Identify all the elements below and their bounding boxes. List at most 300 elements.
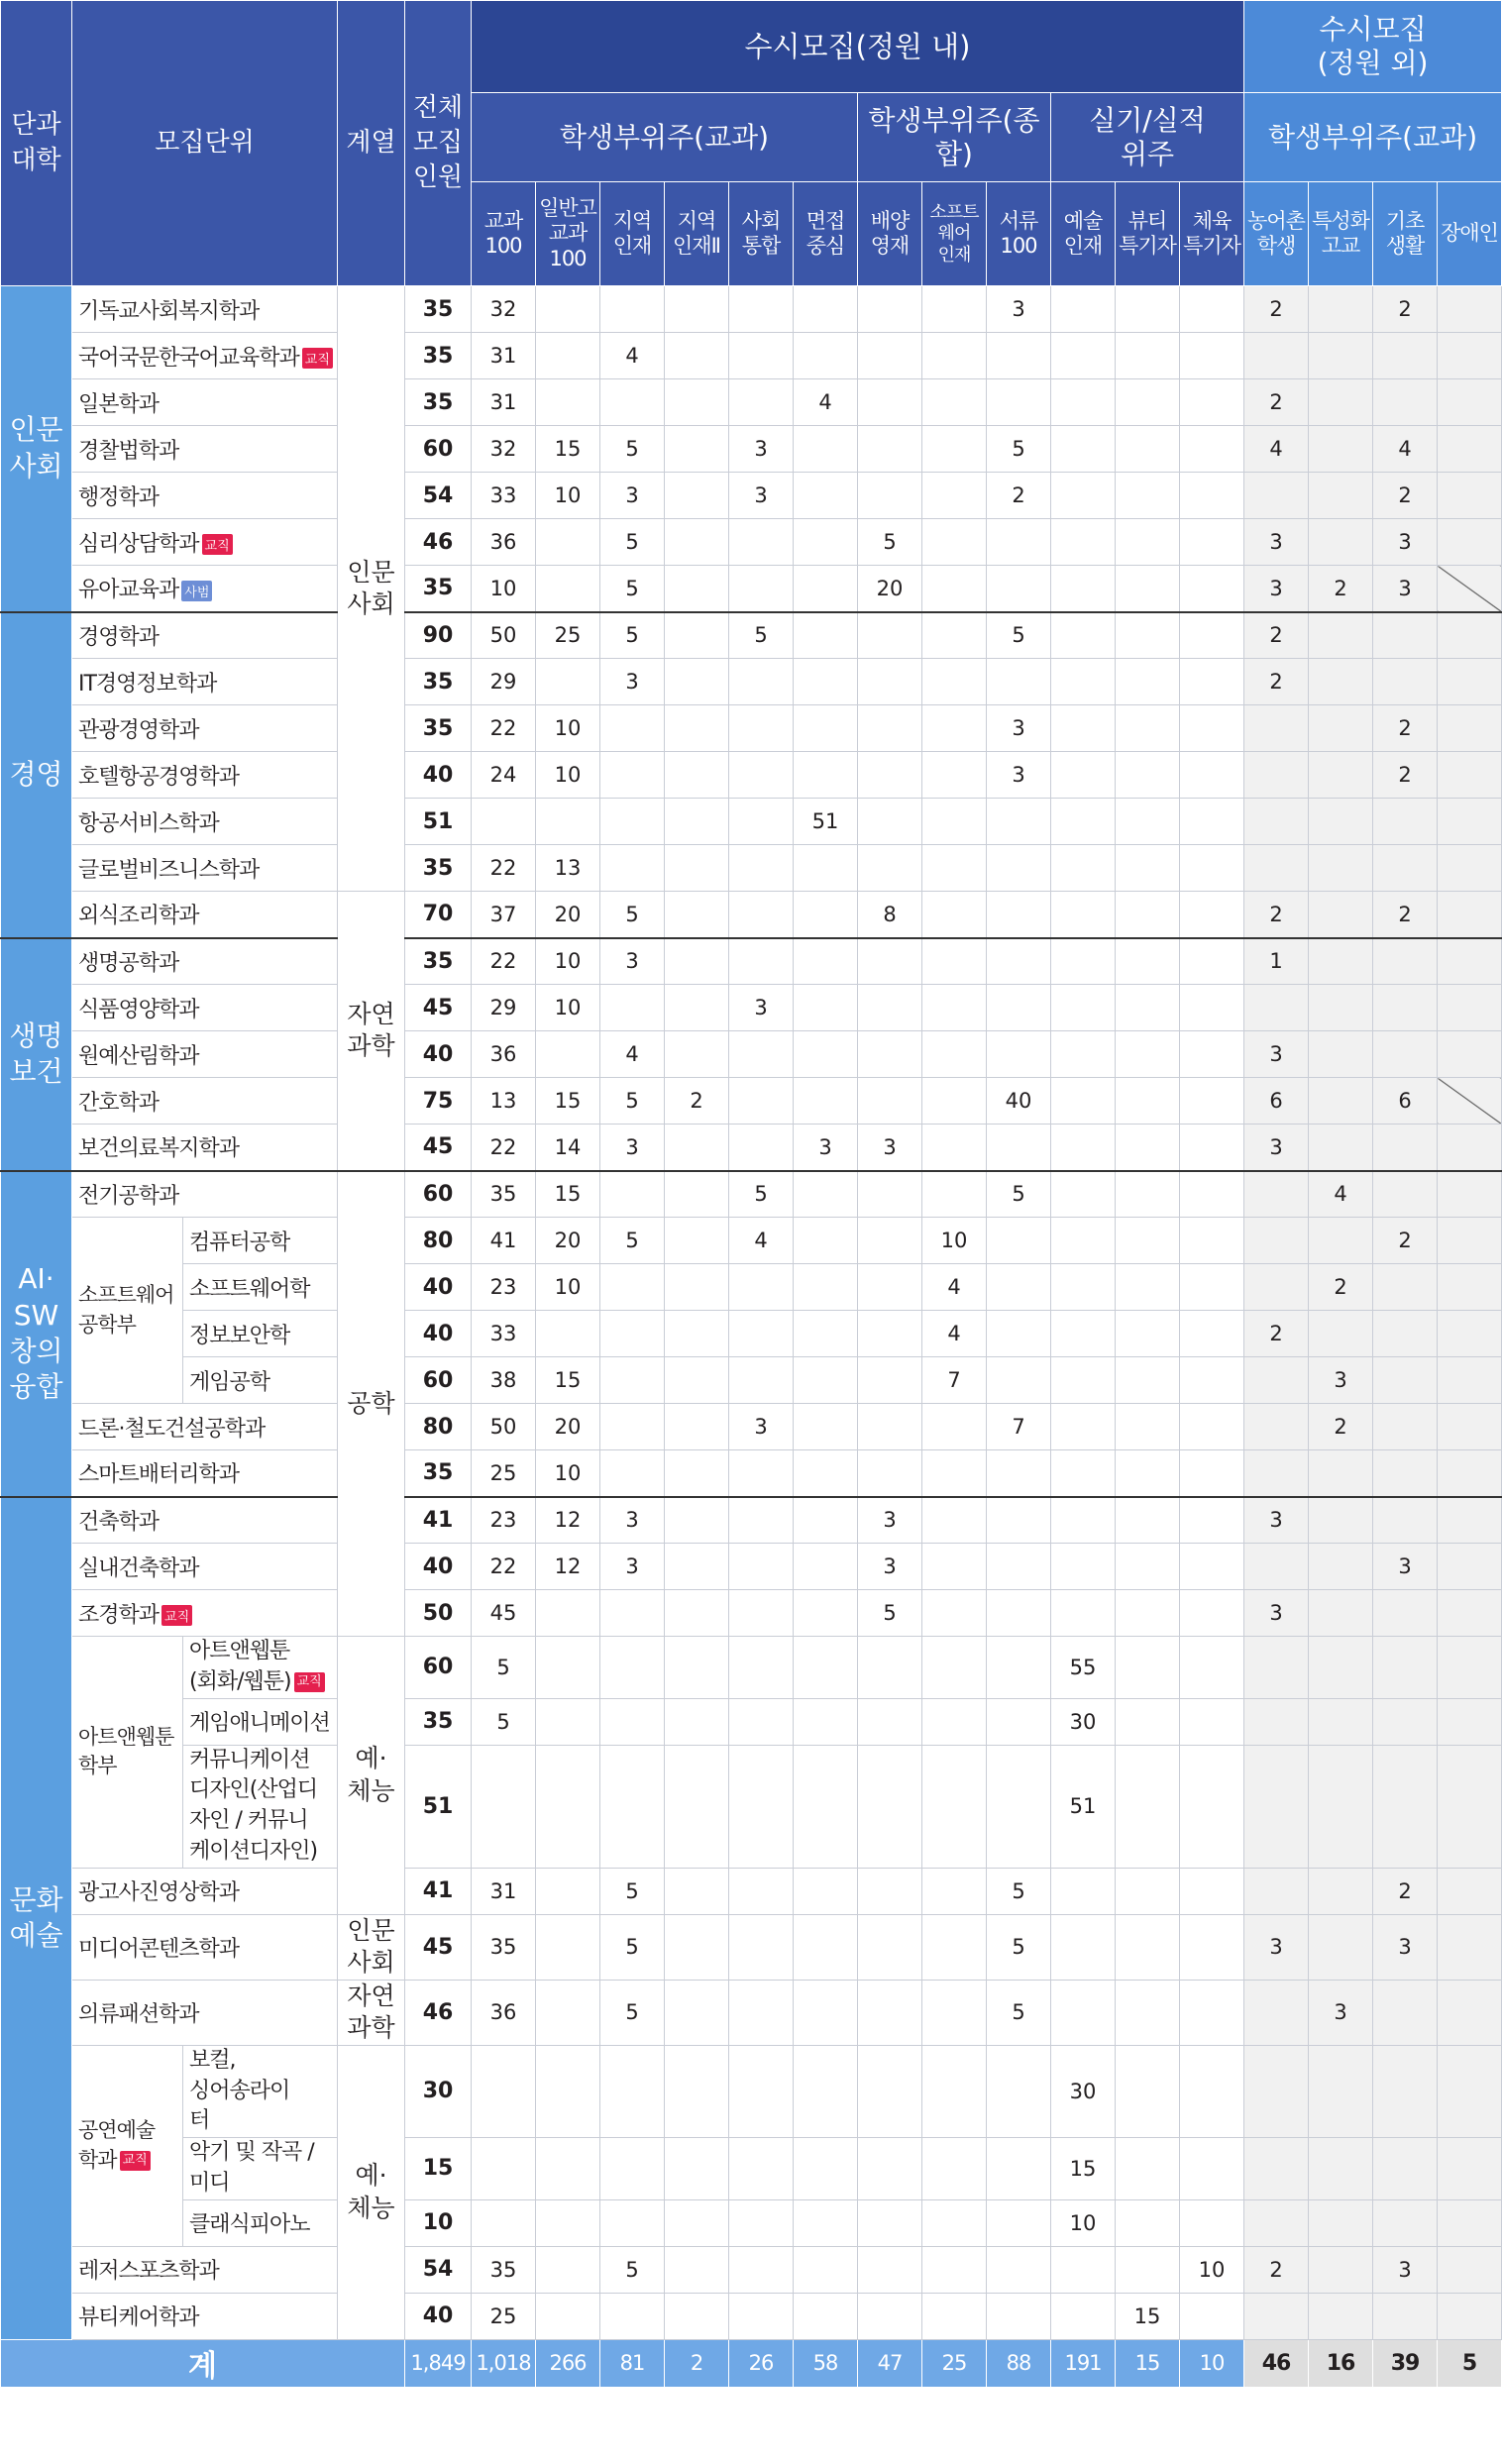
- quota-cell: [1309, 426, 1373, 473]
- quota-cell: [536, 1031, 600, 1078]
- quota-cell: [987, 1637, 1051, 1699]
- quota-cell: [665, 1497, 729, 1544]
- quota-cell: [1373, 1745, 1438, 1868]
- quota-cell: 5: [987, 426, 1051, 473]
- quota-cell: [1244, 1745, 1309, 1868]
- total-quota: 35: [405, 333, 472, 379]
- quota-cell: [922, 1497, 987, 1544]
- quota-cell: [665, 2045, 729, 2137]
- unit-name-text: 정보보안학: [189, 1323, 290, 1348]
- quota-cell: [858, 1078, 922, 1125]
- table-row: [1, 2199, 1502, 2246]
- college-cell: 문화 예술: [1, 1497, 72, 2340]
- table-row: [1, 1264, 1502, 1311]
- quota-cell: 22: [472, 1125, 536, 1171]
- quota-cell: [1438, 379, 1502, 426]
- quota-cell: [858, 612, 922, 659]
- quota-cell: 36: [472, 1031, 536, 1078]
- quota-cell: 5: [600, 519, 665, 566]
- teacher-badge: 교직: [120, 2151, 151, 2171]
- quota-cell: [1051, 659, 1116, 705]
- unit-name: [72, 938, 338, 985]
- quota-cell: [987, 333, 1051, 379]
- quota-cell: [665, 1171, 729, 1218]
- unit-name-text: 조경학과: [78, 1602, 160, 1628]
- teacher-badge: 교직: [202, 534, 233, 555]
- quota-cell: [1180, 566, 1244, 612]
- quota-cell: 36: [472, 1980, 536, 2045]
- quota-cell: [1051, 1868, 1116, 1914]
- quota-cell: 2: [1373, 1868, 1438, 1914]
- quota-cell: [794, 1264, 858, 1311]
- quota-cell: [472, 2199, 536, 2246]
- unit-name: [72, 705, 338, 752]
- quota-cell: 25: [536, 612, 600, 659]
- quota-cell: [1180, 1590, 1244, 1637]
- quota-cell: [1116, 1590, 1180, 1637]
- quota-cell: 15: [536, 426, 600, 473]
- quota-cell: 3: [1373, 1544, 1438, 1590]
- unit-name: [72, 2293, 338, 2339]
- quota-cell: [1116, 1171, 1180, 1218]
- quota-cell: [665, 938, 729, 985]
- total-quota: 54: [405, 2246, 472, 2293]
- quota-cell: 12: [536, 1497, 600, 1544]
- quota-cell: [1309, 1544, 1373, 1590]
- quota-cell: [665, 1868, 729, 1914]
- quota-cell: [600, 845, 665, 892]
- quota-cell: [665, 566, 729, 612]
- quota-cell: [987, 1450, 1051, 1497]
- quota-cell: 4: [794, 379, 858, 426]
- quota-cell: 5: [858, 1590, 922, 1637]
- quota-cell: [922, 845, 987, 892]
- quota-cell: [1309, 1031, 1373, 1078]
- totals-cell: 5: [1438, 2339, 1502, 2387]
- unit-name-text: 광고사진영상학과: [78, 1880, 240, 1906]
- series-cell: 예· 체능: [338, 1637, 405, 1915]
- table-row: [1, 1311, 1502, 1357]
- quota-cell: [922, 1868, 987, 1914]
- quota-cell: [1309, 1311, 1373, 1357]
- quota-cell: 5: [987, 1171, 1051, 1218]
- quota-cell: [1180, 1637, 1244, 1699]
- table-row: [1, 2246, 1502, 2293]
- quota-cell: [1180, 1264, 1244, 1311]
- quota-cell: [1244, 473, 1309, 519]
- quota-cell: [1373, 1264, 1438, 1311]
- quota-cell: [729, 845, 794, 892]
- quota-cell: [794, 473, 858, 519]
- quota-cell: [794, 1078, 858, 1125]
- table-row: [1, 333, 1502, 379]
- quota-cell: [1116, 1357, 1180, 1404]
- quota-cell: [536, 1914, 600, 1980]
- quota-cell: [794, 426, 858, 473]
- quota-cell: [1438, 985, 1502, 1031]
- quota-cell: 5: [858, 519, 922, 566]
- quota-cell: [1116, 2045, 1180, 2137]
- quota-cell: [600, 1171, 665, 1218]
- quota-cell: [987, 566, 1051, 612]
- header-col-s9: 서류 100: [987, 182, 1051, 286]
- quota-cell: [1244, 799, 1309, 845]
- quota-cell: [1309, 1868, 1373, 1914]
- quota-cell: [1244, 2045, 1309, 2137]
- quota-cell: 38: [472, 1357, 536, 1404]
- unit-name: [183, 1218, 338, 1264]
- quota-cell: [665, 1218, 729, 1264]
- quota-cell: 31: [472, 379, 536, 426]
- quota-cell: [1438, 2199, 1502, 2246]
- quota-cell: [922, 1637, 987, 1699]
- quota-cell: [858, 473, 922, 519]
- quota-cell: [1051, 705, 1116, 752]
- totals-all: 1,849: [405, 2339, 472, 2387]
- unit-name-text: 항공서비스학과: [78, 810, 219, 836]
- totals-cell: 266: [536, 2339, 600, 2387]
- table-row: [1, 1544, 1502, 1590]
- quota-cell: 10: [536, 985, 600, 1031]
- quota-cell: [794, 286, 858, 333]
- table-row: [1, 1078, 1502, 1125]
- quota-cell: [1373, 1125, 1438, 1171]
- unit-name: [72, 566, 338, 612]
- quota-cell: 25: [472, 1450, 536, 1497]
- quota-cell: [1244, 2138, 1309, 2200]
- unit-name: [72, 426, 338, 473]
- quota-cell: 5: [472, 1698, 536, 1745]
- quota-cell: [1051, 1497, 1116, 1544]
- quota-cell: [729, 705, 794, 752]
- quota-cell: 2: [1244, 2246, 1309, 2293]
- unit-name-text: 게임공학: [189, 1369, 270, 1395]
- quota-cell: 3: [1309, 1357, 1373, 1404]
- quota-cell: [665, 799, 729, 845]
- quota-cell: [1309, 1698, 1373, 1745]
- quota-cell: [1116, 1868, 1180, 1914]
- quota-cell: [1309, 1745, 1373, 1868]
- quota-cell: [1051, 1031, 1116, 1078]
- quota-cell: [1116, 333, 1180, 379]
- quota-cell: 36: [472, 519, 536, 566]
- quota-cell: [536, 1311, 600, 1357]
- unit-name: [183, 1357, 338, 1404]
- quota-cell: [1116, 2138, 1180, 2200]
- quota-cell: 5: [729, 612, 794, 659]
- quota-cell: [1180, 426, 1244, 473]
- quota-cell: 51: [1051, 1745, 1116, 1868]
- quota-cell: [1180, 2199, 1244, 2246]
- total-quota: 50: [405, 1590, 472, 1637]
- quota-cell: [1309, 1450, 1373, 1497]
- quota-cell: [858, 1218, 922, 1264]
- totals-cell: 39: [1373, 2339, 1438, 2387]
- unit-name-text: 외식조리학과: [78, 904, 199, 929]
- quota-cell: 3: [1244, 566, 1309, 612]
- quota-cell: 32: [472, 286, 536, 333]
- unit-name: [183, 2199, 338, 2246]
- quota-cell: [1438, 1497, 1502, 1544]
- quota-cell: [922, 612, 987, 659]
- quota-cell: [1309, 985, 1373, 1031]
- quota-cell: [1244, 1404, 1309, 1450]
- header-col-e3: 기초 생활: [1373, 182, 1438, 286]
- quota-cell: [1244, 1544, 1309, 1590]
- quota-cell: [794, 1311, 858, 1357]
- quota-cell: [1438, 1125, 1502, 1171]
- quota-cell: [1180, 612, 1244, 659]
- quota-cell: [794, 1218, 858, 1264]
- table-row: [1, 519, 1502, 566]
- quota-cell: [1373, 1450, 1438, 1497]
- quota-cell: [1051, 1590, 1116, 1637]
- quota-cell: 5: [472, 1637, 536, 1699]
- quota-cell: [1051, 519, 1116, 566]
- quota-cell: 10: [922, 1218, 987, 1264]
- quota-cell: [858, 1914, 922, 1980]
- quota-cell: [858, 1637, 922, 1699]
- quota-cell: [987, 1497, 1051, 1544]
- quota-cell: [665, 705, 729, 752]
- series-cell: 자연 과학: [338, 1980, 405, 2045]
- quota-cell: [794, 612, 858, 659]
- unit-name-text: 실내건축학과: [78, 1555, 199, 1581]
- quota-cell: [1438, 799, 1502, 845]
- quota-cell: [922, 1125, 987, 1171]
- quota-cell: [536, 2246, 600, 2293]
- header-col-s8: 소프트 웨어 인재: [922, 182, 987, 286]
- quota-cell: [794, 1450, 858, 1497]
- quota-cell: 10: [536, 938, 600, 985]
- quota-cell: [1438, 2293, 1502, 2339]
- table-row: [1, 845, 1502, 892]
- quota-cell: [1051, 1450, 1116, 1497]
- quota-cell: 40: [987, 1078, 1051, 1125]
- quota-cell: 3: [600, 1544, 665, 1590]
- quota-cell: [600, 286, 665, 333]
- quota-cell: [1051, 1914, 1116, 1980]
- unit-name: [183, 1745, 338, 1868]
- quota-cell: [1244, 1171, 1309, 1218]
- quota-cell: 3: [600, 1497, 665, 1544]
- table-row: [1, 1171, 1502, 1218]
- quota-cell: [1373, 1698, 1438, 1745]
- table-row: [1, 612, 1502, 659]
- quota-cell: [536, 566, 600, 612]
- unit-name-text: 기독교사회복지학과: [78, 298, 260, 324]
- unit-name-text: 의류패션학과: [78, 2001, 199, 2027]
- quota-cell: [794, 1357, 858, 1404]
- quota-cell: [1051, 845, 1116, 892]
- quota-cell: [1116, 659, 1180, 705]
- quota-cell: 45: [472, 1590, 536, 1637]
- quota-cell: [1438, 1544, 1502, 1590]
- quota-cell: [1244, 1357, 1309, 1404]
- table-header: [1, 1, 1502, 286]
- quota-cell: [858, 1171, 922, 1218]
- quota-cell: [1438, 1637, 1502, 1699]
- table-row: [1, 426, 1502, 473]
- quota-cell: [1373, 1590, 1438, 1637]
- header-college: 단과 대학: [1, 1, 72, 286]
- quota-cell: [794, 985, 858, 1031]
- quota-cell: [1373, 333, 1438, 379]
- quota-cell: [858, 799, 922, 845]
- quota-cell: [1309, 1590, 1373, 1637]
- total-quota: 35: [405, 566, 472, 612]
- quota-cell: [665, 1450, 729, 1497]
- header-col-s10: 예술 인재: [1051, 182, 1116, 286]
- total-quota: 80: [405, 1404, 472, 1450]
- unit-name: [183, 1637, 338, 1699]
- quota-cell: [1373, 2293, 1438, 2339]
- quota-cell: [600, 1450, 665, 1497]
- quota-cell: [536, 799, 600, 845]
- quota-cell: 2: [1244, 659, 1309, 705]
- quota-cell: [729, 659, 794, 705]
- college-cell: 인문 사회: [1, 286, 72, 612]
- quota-cell: 24: [472, 752, 536, 799]
- quota-cell: [1051, 426, 1116, 473]
- quota-cell: 5: [600, 1078, 665, 1125]
- quota-cell: [1180, 1125, 1244, 1171]
- quota-cell: [1244, 752, 1309, 799]
- quota-cell: 30: [1051, 1698, 1116, 1745]
- quota-cell: [536, 1590, 600, 1637]
- unit-name-text: 보건의료복지학과: [78, 1136, 240, 1162]
- quota-cell: [1244, 1450, 1309, 1497]
- quota-cell: [1438, 1698, 1502, 1745]
- quota-cell: [858, 1745, 922, 1868]
- unit-name-text: 뷰티케어학과: [78, 2305, 199, 2331]
- quota-cell: 15: [1116, 2293, 1180, 2339]
- total-quota: 35: [405, 286, 472, 333]
- college-cell: 생명 보건: [1, 938, 72, 1171]
- quota-cell: [794, 1404, 858, 1450]
- quota-cell: [1051, 2246, 1116, 2293]
- unit-name: [72, 519, 338, 566]
- header-extra: 수시모집 (정원 외): [1244, 1, 1502, 93]
- quota-cell: [794, 2138, 858, 2200]
- quota-cell: [1373, 659, 1438, 705]
- quota-cell: [1180, 1698, 1244, 1745]
- header-col-s12: 체육 특기자: [1180, 182, 1244, 286]
- quota-cell: [1051, 1218, 1116, 1264]
- quota-cell: 4: [1309, 1171, 1373, 1218]
- quota-cell: [922, 938, 987, 985]
- total-quota: 70: [405, 892, 472, 938]
- quota-cell: [1309, 2293, 1373, 2339]
- quota-cell: [1116, 1745, 1180, 1868]
- total-quota: 30: [405, 2045, 472, 2137]
- quota-cell: [1309, 1078, 1373, 1125]
- unit-name-text: 관광경영학과: [78, 717, 199, 743]
- quota-cell: [729, 2293, 794, 2339]
- header-col-s2: 일반고 교과 100: [536, 182, 600, 286]
- quota-cell: [1051, 1171, 1116, 1218]
- quota-cell: 51: [794, 799, 858, 845]
- quota-cell: [1244, 2199, 1309, 2246]
- quota-cell: [665, 1357, 729, 1404]
- quota-cell: [794, 705, 858, 752]
- quota-cell: [729, 1544, 794, 1590]
- unit-name: [72, 752, 338, 799]
- totals-cell: 10: [1180, 2339, 1244, 2387]
- quota-cell: 5: [600, 612, 665, 659]
- quota-cell: [922, 705, 987, 752]
- quota-cell: 3: [729, 1404, 794, 1450]
- quota-cell: 4: [600, 1031, 665, 1078]
- unit-name: [72, 659, 338, 705]
- quota-cell: 2: [1244, 1311, 1309, 1357]
- table-row: [1, 1357, 1502, 1404]
- quota-cell: [858, 2045, 922, 2137]
- quota-cell: [794, 1171, 858, 1218]
- unit-name: [183, 1698, 338, 1745]
- quota-cell: 3: [600, 938, 665, 985]
- unit-name: [72, 2246, 338, 2293]
- quota-cell: [1116, 612, 1180, 659]
- quota-cell: 33: [472, 1311, 536, 1357]
- quota-cell: 20: [536, 1218, 600, 1264]
- quota-cell: 5: [987, 1868, 1051, 1914]
- quota-cell: [536, 2045, 600, 2137]
- quota-cell: [1438, 705, 1502, 752]
- quota-cell: [1244, 1264, 1309, 1311]
- total-quota: 41: [405, 1868, 472, 1914]
- quota-cell: [922, 985, 987, 1031]
- quota-cell: [1051, 379, 1116, 426]
- quota-cell: [665, 1544, 729, 1590]
- quota-cell: [794, 2045, 858, 2137]
- total-quota: 10: [405, 2199, 472, 2246]
- quota-cell: [600, 705, 665, 752]
- quota-cell: 3: [729, 426, 794, 473]
- quota-cell: 35: [472, 1171, 536, 1218]
- quota-cell: [600, 2293, 665, 2339]
- total-quota: 51: [405, 1745, 472, 1868]
- total-quota: 40: [405, 1031, 472, 1078]
- quota-cell: [922, 2138, 987, 2200]
- quota-cell: [729, 799, 794, 845]
- quota-cell: 3: [987, 705, 1051, 752]
- quota-cell: [1180, 1357, 1244, 1404]
- quota-cell: [1373, 1357, 1438, 1404]
- quota-cell: [1438, 2045, 1502, 2137]
- quota-cell: [1180, 1497, 1244, 1544]
- quota-cell: [1373, 379, 1438, 426]
- quota-cell: [729, 1980, 794, 2045]
- quota-cell: [987, 2293, 1051, 2339]
- total-quota: 60: [405, 426, 472, 473]
- quota-cell: 2: [1373, 892, 1438, 938]
- quota-cell: [858, 1264, 922, 1311]
- quota-cell: [472, 2138, 536, 2200]
- quota-cell: [665, 379, 729, 426]
- total-quota: 75: [405, 1078, 472, 1125]
- quota-cell: [600, 1404, 665, 1450]
- quota-cell: [600, 2199, 665, 2246]
- quota-cell: [1309, 2138, 1373, 2200]
- quota-cell: 35: [472, 2246, 536, 2293]
- quota-cell: [1051, 752, 1116, 799]
- quota-cell: [536, 519, 600, 566]
- quota-cell: [858, 426, 922, 473]
- quota-cell: [665, 1311, 729, 1357]
- quota-cell: [858, 1404, 922, 1450]
- quota-cell: [1180, 985, 1244, 1031]
